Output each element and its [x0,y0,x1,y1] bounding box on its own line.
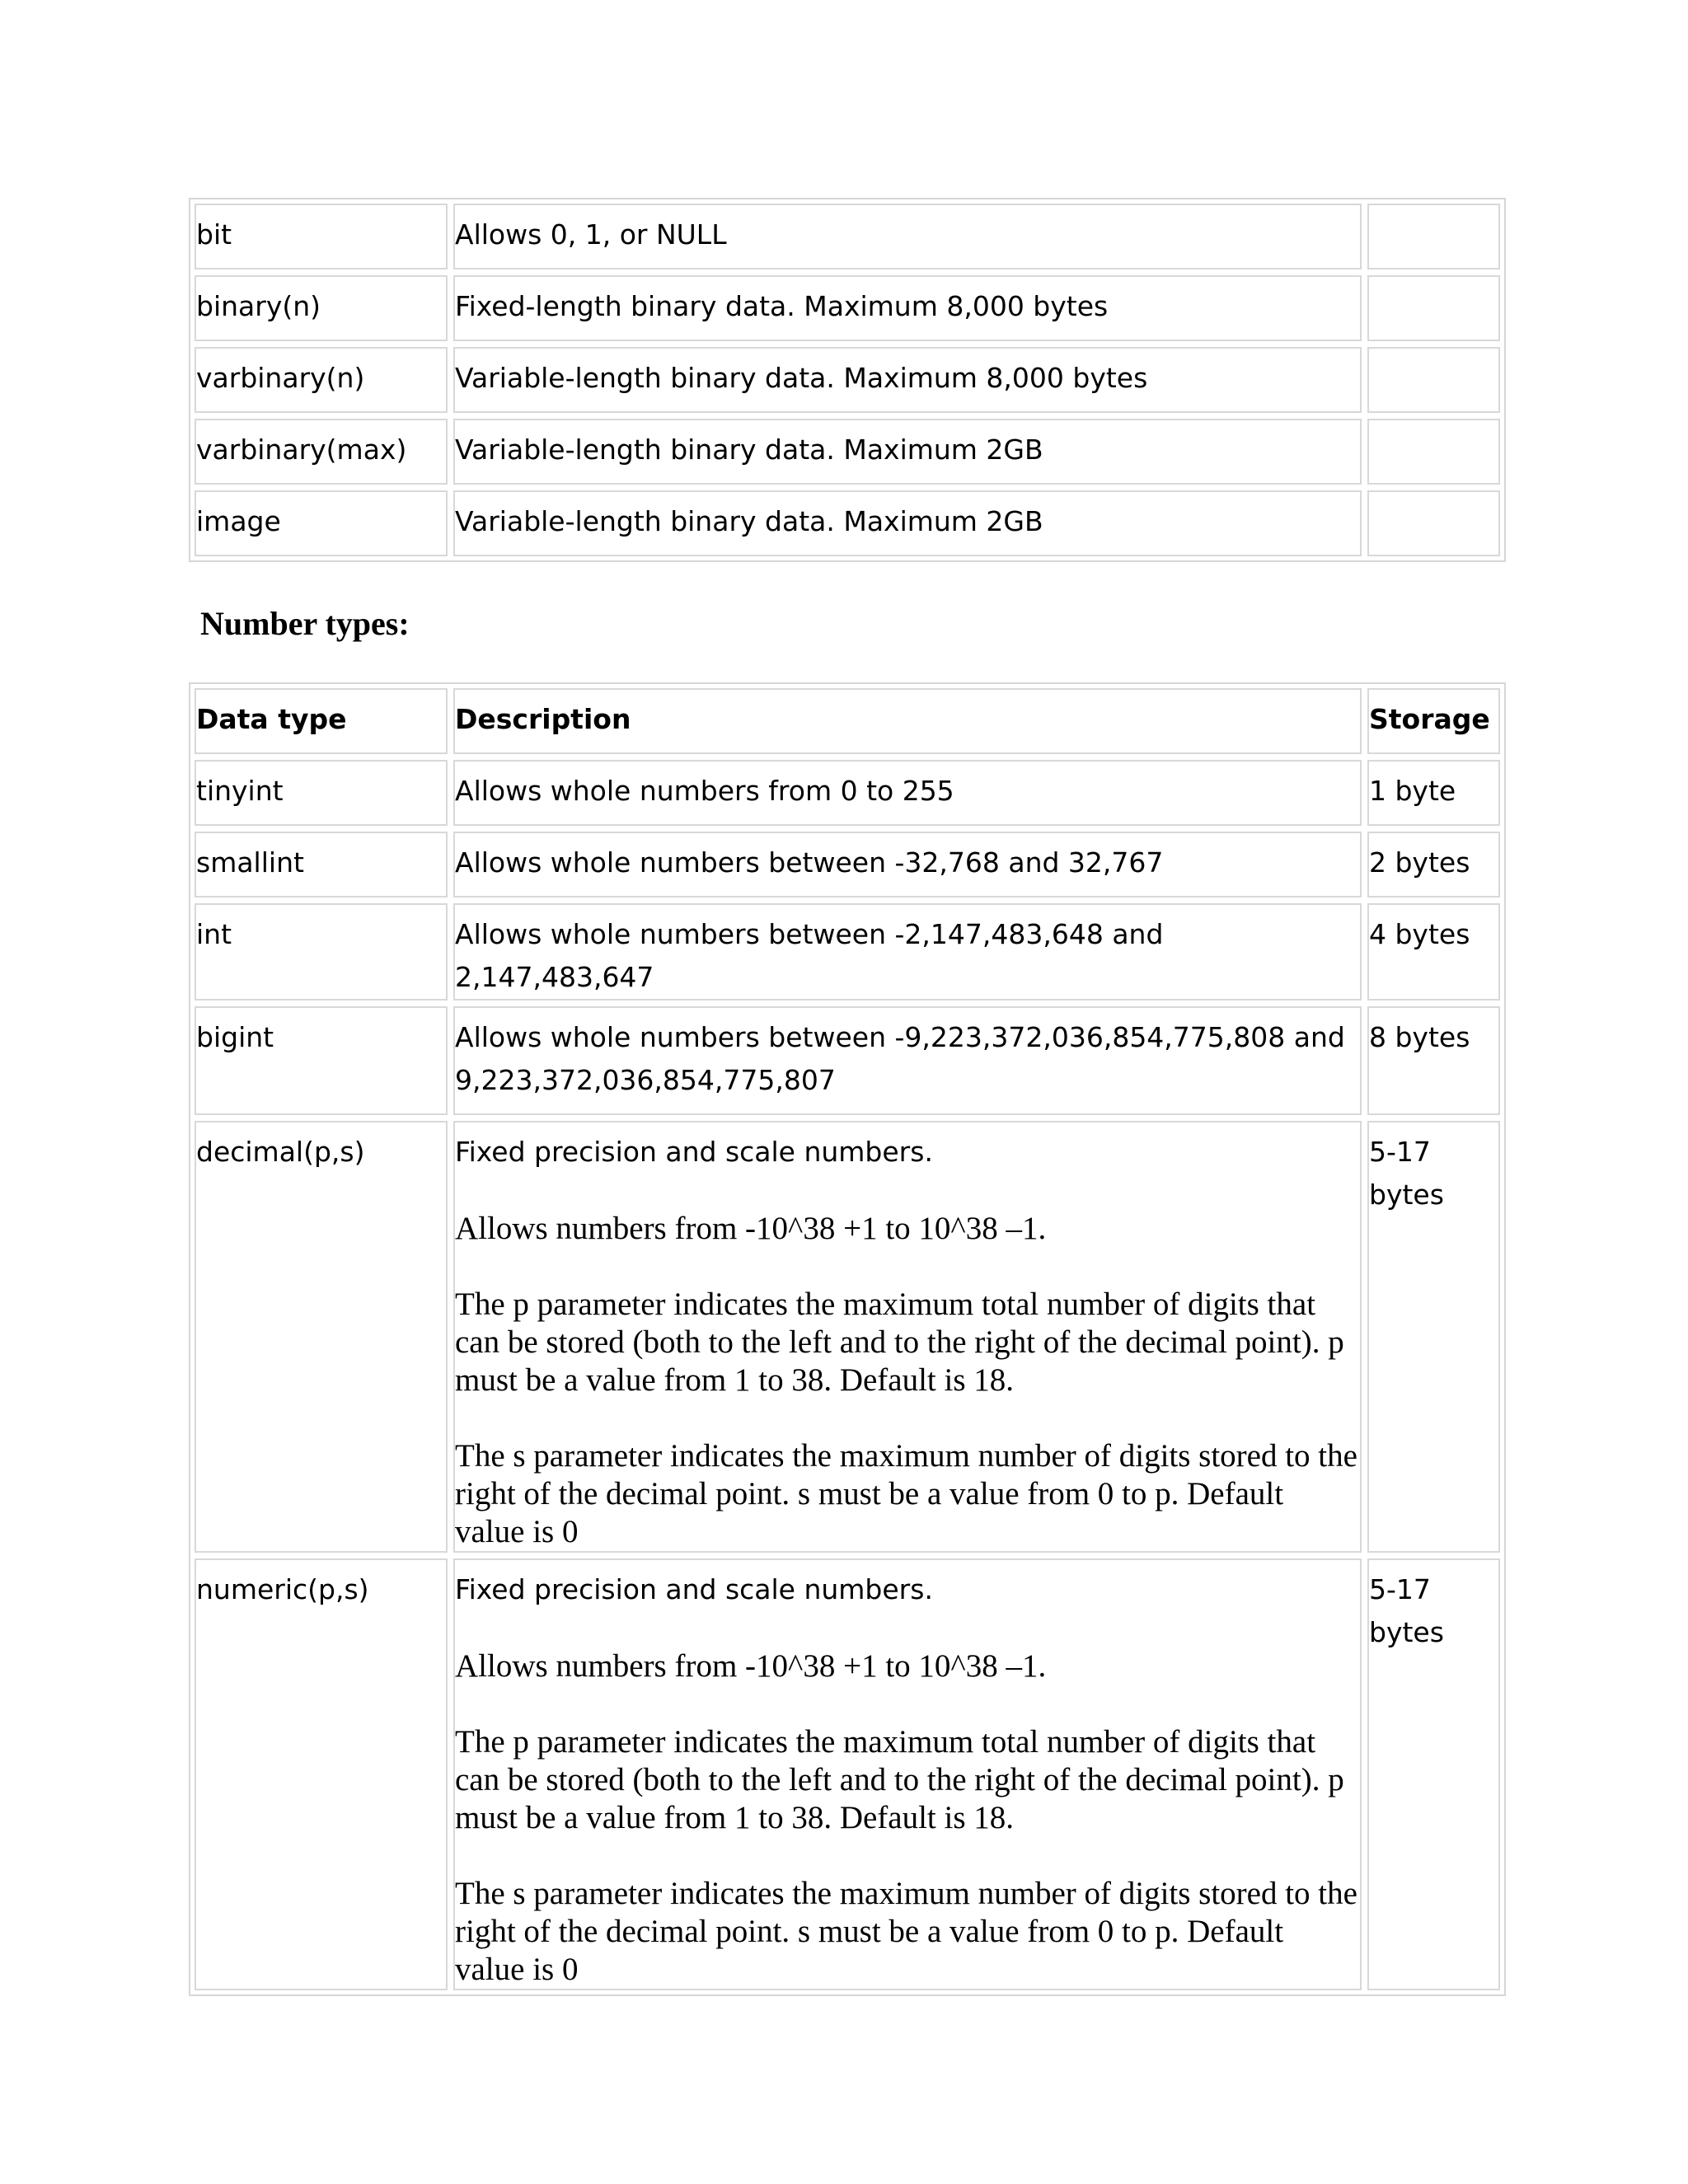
table-row [195,1121,1500,1553]
description-cell [453,1121,1362,1553]
table-row [195,419,1500,485]
binary-types-table [189,198,1506,562]
storage-cell [1367,347,1500,413]
storage-cell [1367,490,1500,556]
table-row [195,204,1500,269]
description-scale: The s parameter indicates the maximum number of digits stored to the right of the decimal point. s must be a value from 0 to p. Default value is 0 [455,1438,1357,1549]
number-types-table [189,682,1506,1996]
type-cell: tinyint [195,760,448,826]
table-row [195,275,1500,341]
type-cell: binary(n) [195,275,448,341]
description-cell: Variable-length binary data. Maximum 2GB [453,490,1362,556]
storage-cell: 2 bytes [1367,832,1500,898]
description-cell: Allows whole numbers between -9,223,372,036,854,775,808 and 9,223,372,036,854,775,807 [453,1006,1362,1115]
description-range: Allows numbers from -10^38 +1 to 10^38 –1. [455,1211,1047,1246]
table-header-row [195,688,1500,754]
description-cell: Allows whole numbers between -2,147,483,648 and 2,147,483,647 [453,903,1362,1001]
table-row [195,760,1500,826]
column-header-description: Description [453,688,1362,754]
type-cell: varbinary(n) [195,347,448,413]
storage-cell [1367,419,1500,485]
type-cell: image [195,490,448,556]
section-heading-number-types: Number types: [200,605,410,642]
description-cell: Fixed-length binary data. Maximum 8,000 bytes [453,275,1362,341]
table-row [195,1558,1500,1990]
description-details [455,1647,1360,1989]
description-cell: Variable-length binary data. Maximum 2GB [453,419,1362,485]
type-cell: varbinary(max) [195,419,448,485]
table-row [195,903,1500,1001]
type-cell: bigint [195,1006,448,1115]
storage-cell: 4 bytes [1367,903,1500,1001]
column-header-data-type: Data type [195,688,448,754]
description-cell: Allows whole numbers between -32,768 and 32,767 [453,832,1362,898]
storage-cell: 8 bytes [1367,1006,1500,1115]
description-precision: The p parameter indicates the maximum total number of digits that can be stored (both to the left and to the right of the decimal point). p must be a value from 1 to 38. Default is 18. [455,1724,1344,1835]
description-summary: Fixed precision and scale numbers. [455,1136,933,1168]
description-range: Allows numbers from -10^38 +1 to 10^38 –1. [455,1648,1047,1684]
description-cell: Allows whole numbers from 0 to 255 [453,760,1362,826]
description-scale: The s parameter indicates the maximum number of digits stored to the right of the decimal point. s must be a value from 0 to p. Default value is 0 [455,1876,1357,1987]
type-cell: smallint [195,832,448,898]
storage-cell: 1 byte [1367,760,1500,826]
table-row [195,1006,1500,1115]
type-cell: int [195,903,448,1001]
type-cell: numeric(p,s) [195,1558,448,1990]
column-header-storage: Storage [1367,688,1500,754]
description-cell [453,1558,1362,1990]
storage-cell [1367,204,1500,269]
type-cell: bit [195,204,448,269]
type-cell: decimal(p,s) [195,1121,448,1553]
description-precision: The p parameter indicates the maximum total number of digits that can be stored (both to the left and to the right of the decimal point). p must be a value from 1 to 38. Default is 18. [455,1286,1344,1398]
storage-cell: 5-17 bytes [1367,1121,1500,1553]
table-row [195,347,1500,413]
description-summary: Fixed precision and scale numbers. [455,1573,933,1605]
description-cell: Variable-length binary data. Maximum 8,000 bytes [453,347,1362,413]
description-details [455,1210,1360,1551]
table-row [195,490,1500,556]
storage-cell [1367,275,1500,341]
description-cell: Allows 0, 1, or NULL [453,204,1362,269]
table-row [195,832,1500,898]
storage-cell: 5-17 bytes [1367,1558,1500,1990]
